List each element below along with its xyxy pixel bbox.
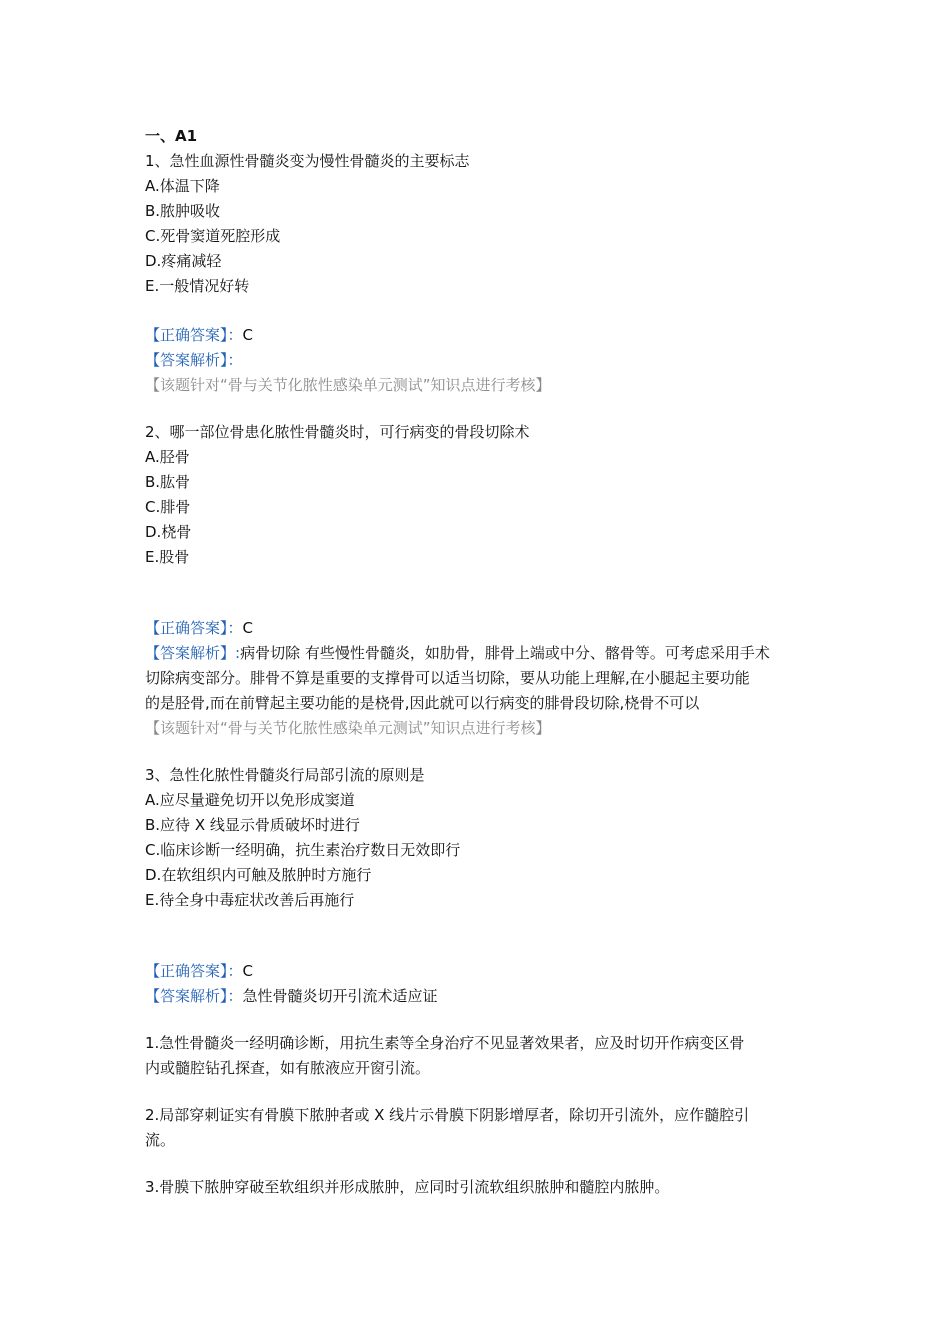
question-text: 1、急性血源性骨髓炎变为慢性骨髓炎的主要标志 <box>145 152 470 170</box>
question-text: 3、急性化脓性骨髓炎行局部引流的原则是 <box>145 766 425 784</box>
option-d: D.疼痛减轻 <box>145 252 222 270</box>
indication-point-3-line-1: 3.骨膜下脓肿穿破至软组织并形成脓肿，应同时引流软组织脓肿和髓腔内脓肿。 <box>145 1178 670 1196</box>
answer-analysis-label: 【答案解析】： <box>145 987 243 1005</box>
indication-point-2-line-2: 流。 <box>145 1131 176 1149</box>
option-d: D.桡骨 <box>145 523 192 541</box>
option-b: B.肱骨 <box>145 473 191 491</box>
indication-point-1-line-2: 内或髓腔钻孔探查，如有脓液应开窗引流。 <box>145 1059 431 1077</box>
question-3 <box>145 763 810 1200</box>
option-e: E.待全身中毒症状改善后再施行 <box>145 891 355 909</box>
indication-point-1-line-1: 1.急性骨髓炎一经明确诊断，用抗生素等全身治疗不见显著效果者，应及时切开作病变区骨 <box>145 1034 745 1052</box>
correct-answer-value: C <box>242 619 253 637</box>
option-c: C.腓骨 <box>145 498 191 516</box>
answer-analysis-label: 【答案解析】： <box>145 351 243 369</box>
correct-answer <box>145 323 810 348</box>
indication-point-2-line-1: 2.局部穿刺证实有骨膜下脓肿者或 X 线片示骨膜下阴影增厚者，除切开引流外，应作髓腔引 <box>145 1106 750 1124</box>
question-text: 2、哪一部位骨患化脓性骨髓炎时，可行病变的骨段切除术 <box>145 423 530 441</box>
section-title: 一、A1 <box>145 127 198 145</box>
option-c: C.死骨窦道死腔形成 <box>145 227 281 245</box>
knowledge-note: 【该题针对“骨与关节化脓性感染单元测试”知识点进行考核】 <box>145 719 551 737</box>
option-a: A.应尽量避免切开以免形成窦道 <box>145 791 355 809</box>
correct-answer-label: 【正确答案】： <box>145 962 243 980</box>
answer-analysis-line-1: 病骨切除 有些慢性骨髓炎，如肋骨，腓骨上端或中分、髂骨等。可考虑采用手术 <box>240 644 770 662</box>
answer-analysis <box>145 641 810 666</box>
correct-answer-value: C <box>242 326 253 344</box>
option-b: B.应待 X 线显示骨质破坏时进行 <box>145 816 360 834</box>
question-2 <box>145 420 810 741</box>
knowledge-note: 【该题针对“骨与关节化脓性感染单元测试”知识点进行考核】 <box>145 376 551 394</box>
correct-answer-value: C <box>242 962 253 980</box>
option-a: A.体温下降 <box>145 177 220 195</box>
option-c: C.临床诊断一经明确，抗生素治疗数日无效即行 <box>145 841 461 859</box>
correct-answer-label: 【正确答案】： <box>145 326 243 344</box>
option-b: B.脓肿吸收 <box>145 202 221 220</box>
answer-analysis-label: 【答案解析】: <box>145 644 241 662</box>
correct-answer <box>145 616 810 641</box>
option-e: E.股骨 <box>145 548 190 566</box>
answer-analysis-text: 急性骨髓炎切开引流术适应证 <box>242 987 438 1005</box>
answer-analysis <box>145 984 810 1009</box>
option-a: A.胫骨 <box>145 448 190 466</box>
option-e: E.一般情况好转 <box>145 277 250 295</box>
answer-analysis-line-3: 的是胫骨,而在前臂起主要功能的是桡骨,因此就可以行病变的腓骨段切除,桡骨不可以 <box>145 694 700 712</box>
correct-answer <box>145 959 810 984</box>
document-page <box>145 124 810 1200</box>
option-d: D.在软组织内可触及脓肿时方施行 <box>145 866 372 884</box>
correct-answer-label: 【正确答案】： <box>145 619 243 637</box>
answer-analysis <box>145 348 810 373</box>
answer-analysis-line-2: 切除病变部分。腓骨不算是重要的支撑骨可以适当切除，要从功能上理解,在小腿起主要功能 <box>145 669 750 687</box>
question-1 <box>145 149 810 398</box>
